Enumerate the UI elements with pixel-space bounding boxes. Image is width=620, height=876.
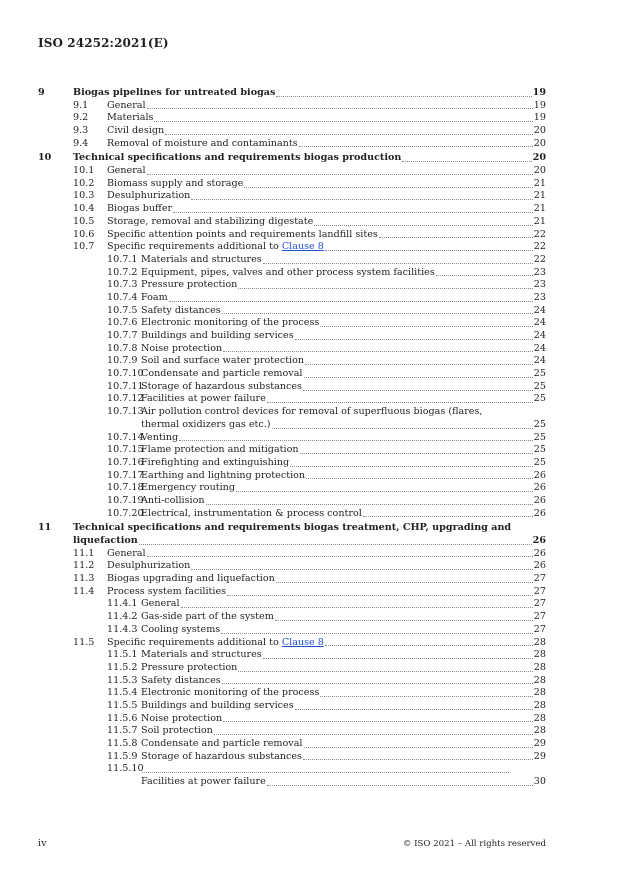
section-number: 10.7.19 bbox=[107, 494, 144, 506]
toc-entry[interactable] bbox=[38, 203, 546, 216]
section-number: 10.7.9 bbox=[107, 355, 138, 367]
toc-entry[interactable] bbox=[38, 191, 546, 204]
page-number-ref[interactable]: 27 bbox=[533, 611, 546, 623]
page-number-ref[interactable]: 28 bbox=[533, 712, 546, 724]
section-title[interactable]: Removal of moisture and contaminants bbox=[107, 137, 298, 149]
section-title[interactable]: Cooling systems bbox=[141, 623, 221, 635]
section-number: 11.5.3 bbox=[107, 674, 138, 686]
section-title[interactable]: Process system facilities bbox=[107, 585, 227, 597]
section-title[interactable]: Storage, removal and stabilizing digestate bbox=[107, 215, 314, 227]
toc-entry[interactable] bbox=[38, 624, 546, 637]
toc-entry[interactable] bbox=[38, 394, 546, 407]
copyright-notice: © ISO 2021 – All rights reserved bbox=[402, 839, 546, 849]
page-number-ref[interactable]: 20 bbox=[533, 137, 546, 149]
section-number: 10.7.11 bbox=[107, 380, 144, 392]
toc-entry[interactable] bbox=[38, 457, 546, 470]
page-number-ref[interactable]: 20 bbox=[532, 152, 546, 164]
page-number-ref[interactable]: 26 bbox=[533, 560, 546, 572]
section-title[interactable]: Electronic monitoring of the process bbox=[141, 687, 320, 699]
section-number: 11.5.1 bbox=[107, 649, 138, 661]
page-number-ref[interactable]: 24 bbox=[533, 342, 546, 354]
page-number-ref[interactable]: 22 bbox=[533, 228, 546, 240]
section-number: 10.7.7 bbox=[107, 330, 138, 342]
section-title[interactable]: Materials and structures bbox=[141, 649, 262, 661]
section-title[interactable]: Electrical, instrumentation & process control bbox=[141, 507, 362, 519]
toc-entry[interactable] bbox=[38, 687, 546, 700]
dot-leader bbox=[142, 772, 509, 773]
section-title[interactable]: General bbox=[107, 165, 146, 177]
section-title[interactable]: Venting bbox=[141, 431, 179, 443]
toc-entry[interactable] bbox=[38, 470, 546, 483]
section-title[interactable]: Noise protection bbox=[141, 342, 223, 354]
toc-entry[interactable] bbox=[38, 548, 546, 561]
section-number: 11.4 bbox=[73, 585, 95, 597]
section-number: 11.5.4 bbox=[107, 687, 138, 699]
toc-entry[interactable] bbox=[38, 751, 546, 764]
page-number-ref[interactable]: 19 bbox=[533, 99, 546, 111]
section-title[interactable]: Desulphurization bbox=[107, 190, 191, 202]
section-number: 10.7.13 bbox=[107, 406, 144, 418]
dot-leader bbox=[223, 351, 533, 352]
section-number: 11.5.7 bbox=[107, 725, 138, 737]
section-title[interactable]: Safety distances bbox=[141, 674, 221, 686]
toc-entry[interactable] bbox=[38, 725, 546, 738]
toc-entry[interactable] bbox=[38, 330, 546, 343]
section-title[interactable]: Noise protection bbox=[141, 712, 223, 724]
page-number-ref[interactable]: 19 bbox=[533, 112, 546, 124]
dot-leader bbox=[295, 709, 533, 710]
section-number: 9 bbox=[38, 86, 45, 98]
page-number-ref[interactable]: 19 bbox=[532, 86, 546, 98]
dot-leader bbox=[290, 466, 533, 467]
toc-entry[interactable] bbox=[38, 165, 546, 178]
section-title-continued[interactable]: thermal oxidizers gas etc.) bbox=[141, 418, 271, 430]
section-number: 10.3 bbox=[73, 190, 95, 202]
section-title[interactable]: Materials and structures bbox=[141, 253, 262, 265]
page-number-ref[interactable]: 22 bbox=[533, 241, 546, 253]
toc-entry[interactable] bbox=[38, 432, 546, 445]
toc-entry[interactable] bbox=[38, 317, 546, 330]
dot-leader bbox=[147, 174, 533, 175]
section-title[interactable]: Pressure protection bbox=[141, 661, 238, 673]
section-number: 11.5.10 bbox=[107, 763, 144, 775]
toc-entry[interactable] bbox=[38, 522, 546, 535]
dot-leader bbox=[263, 263, 533, 264]
page-number-ref[interactable]: 27 bbox=[533, 598, 546, 610]
section-number: 11.5 bbox=[73, 636, 95, 648]
section-title[interactable]: Equipment, pipes, valves and other process system facilities bbox=[141, 266, 435, 278]
section-title-continued[interactable]: Facilities at power failure bbox=[141, 776, 266, 788]
section-title[interactable]: Technical specifications and requirements biogas production bbox=[73, 152, 402, 164]
dot-leader bbox=[191, 199, 532, 200]
dot-leader bbox=[181, 607, 533, 608]
section-title[interactable]: Anti-collision bbox=[141, 494, 205, 506]
toc-entry[interactable] bbox=[38, 355, 546, 368]
toc-entry[interactable] bbox=[38, 560, 546, 573]
toc-entry[interactable] bbox=[38, 241, 546, 254]
toc-entry-continuation[interactable] bbox=[38, 419, 546, 432]
section-title[interactable]: Emergency routing bbox=[141, 482, 235, 494]
page-number-ref[interactable]: 27 bbox=[533, 585, 546, 597]
page-number-ref[interactable]: 20 bbox=[533, 165, 546, 177]
page-number-ref[interactable]: 21 bbox=[533, 203, 546, 215]
dot-leader bbox=[206, 504, 533, 505]
section-number: 9.4 bbox=[73, 137, 89, 149]
section-title[interactable]: Storage of hazardous substances bbox=[141, 380, 302, 392]
page-number-ref[interactable]: 22 bbox=[533, 253, 546, 265]
toc-entry[interactable] bbox=[38, 125, 546, 138]
section-number: 11.5.8 bbox=[107, 738, 138, 750]
section-title[interactable]: Biogas upgrading and liquefaction bbox=[107, 573, 275, 585]
dot-leader bbox=[325, 645, 533, 646]
section-title[interactable]: Condensate and particle removal bbox=[141, 368, 303, 380]
section-title[interactable]: Facilities at power failure bbox=[141, 393, 266, 405]
toc-entry[interactable] bbox=[38, 763, 546, 776]
section-title[interactable]: Soil protection bbox=[141, 725, 213, 737]
section-title[interactable]: Firefighting and extinguishing bbox=[141, 456, 290, 468]
toc-entry[interactable] bbox=[38, 637, 546, 650]
section-title[interactable]: Specific requirements additional to Clause 8 bbox=[107, 636, 324, 648]
page-number-ref[interactable]: 23 bbox=[533, 266, 546, 278]
section-title[interactable]: Flame protection and mitigation bbox=[141, 444, 299, 456]
page-number-ref[interactable]: 28 bbox=[533, 636, 546, 648]
section-title[interactable]: Air pollution control devices for removal of superfluous biogas (flares, bbox=[141, 406, 483, 418]
dot-leader bbox=[305, 364, 533, 365]
page-number-ref[interactable]: 25 bbox=[533, 418, 546, 430]
dot-leader bbox=[147, 556, 533, 557]
toc-entry[interactable] bbox=[38, 381, 546, 394]
section-title[interactable]: Specific attention points and requirements landfill sites bbox=[107, 228, 378, 240]
page-number-ref[interactable]: 25 bbox=[533, 444, 546, 456]
dot-leader bbox=[276, 582, 533, 583]
page-number-ref[interactable]: 21 bbox=[533, 215, 546, 227]
section-number: 10.7 bbox=[73, 241, 95, 253]
section-number: 10.2 bbox=[73, 177, 95, 189]
section-title[interactable]: Materials bbox=[107, 112, 154, 124]
dot-leader bbox=[238, 288, 532, 289]
section-number: 10.7.17 bbox=[107, 469, 144, 481]
page-number-ref[interactable]: 20 bbox=[533, 125, 546, 137]
dot-leader bbox=[169, 301, 533, 302]
page-number-ref[interactable]: 25 bbox=[533, 431, 546, 443]
dot-leader bbox=[303, 390, 533, 391]
toc-entry[interactable] bbox=[38, 495, 546, 508]
toc-entry[interactable] bbox=[38, 216, 546, 229]
section-title[interactable]: Biogas buffer bbox=[107, 203, 173, 215]
section-number: 10.7.5 bbox=[107, 304, 138, 316]
section-number: 11.4.1 bbox=[107, 598, 138, 610]
section-number: 10.4 bbox=[73, 203, 95, 215]
section-title[interactable]: Specific requirements additional to Clause 8 bbox=[107, 241, 324, 253]
page-number-ref[interactable]: 21 bbox=[533, 177, 546, 189]
section-number: 11 bbox=[38, 522, 52, 534]
section-title-continued[interactable]: liquefaction bbox=[73, 535, 138, 547]
section-title[interactable]: Civil design bbox=[107, 125, 165, 137]
document-identifier: ISO 24252:2021(E) bbox=[38, 36, 169, 50]
dot-leader bbox=[173, 212, 533, 213]
section-number: 11.1 bbox=[73, 547, 95, 559]
page-number-ref[interactable]: 27 bbox=[533, 623, 546, 635]
section-number: 10.5 bbox=[73, 215, 95, 227]
page-number-ref[interactable]: 24 bbox=[533, 304, 546, 316]
page-number-ref[interactable]: 28 bbox=[533, 699, 546, 711]
dot-leader bbox=[147, 108, 533, 109]
toc-entry[interactable] bbox=[38, 152, 546, 165]
section-title[interactable]: Gas-side part of the system bbox=[141, 611, 274, 623]
section-number: 9.3 bbox=[73, 125, 89, 137]
toc-entry[interactable] bbox=[38, 713, 546, 726]
dot-leader bbox=[139, 544, 532, 545]
section-number: 10.7.14 bbox=[107, 431, 144, 443]
section-title[interactable]: Storage of hazardous substances bbox=[141, 750, 302, 762]
toc-entry[interactable] bbox=[38, 586, 546, 599]
dot-leader bbox=[363, 516, 533, 517]
section-number: 10 bbox=[38, 152, 52, 164]
toc-entry[interactable] bbox=[38, 444, 546, 457]
page-number-ref[interactable]: 25 bbox=[533, 380, 546, 392]
toc-entry[interactable] bbox=[38, 112, 546, 125]
section-number: 11.4.3 bbox=[107, 623, 138, 635]
section-number: 11.5.2 bbox=[107, 661, 138, 673]
section-number: 10.7.20 bbox=[107, 507, 144, 519]
toc-entry-continuation[interactable] bbox=[38, 776, 546, 789]
page-number-ref[interactable]: 25 bbox=[533, 368, 546, 380]
section-number: 11.5.6 bbox=[107, 712, 138, 724]
dot-leader bbox=[236, 491, 533, 492]
dot-leader bbox=[402, 161, 531, 162]
section-title[interactable]: Biogas pipelines for untreated biogas bbox=[73, 86, 276, 98]
section-number: 10.1 bbox=[73, 165, 95, 177]
page-number-ref[interactable]: 28 bbox=[533, 661, 546, 673]
dot-leader bbox=[320, 696, 532, 697]
section-title[interactable]: Buildings and building services bbox=[141, 699, 294, 711]
toc-entry[interactable] bbox=[38, 573, 546, 586]
dot-leader bbox=[314, 225, 532, 226]
toc-entry[interactable] bbox=[38, 305, 546, 318]
section-title[interactable]: Buildings and building services bbox=[141, 330, 294, 342]
toc-entry[interactable] bbox=[38, 508, 546, 521]
clause-link[interactable]: Clause 8 bbox=[281, 636, 324, 648]
dot-leader bbox=[306, 478, 533, 479]
page-number-ref[interactable]: 30 bbox=[533, 776, 546, 788]
section-title[interactable]: Earthing and lightning protection bbox=[141, 469, 306, 481]
dot-leader bbox=[222, 313, 533, 314]
dot-leader bbox=[214, 734, 533, 735]
toc-entry[interactable] bbox=[38, 254, 546, 267]
toc-entry[interactable] bbox=[38, 229, 546, 242]
section-title[interactable]: Pressure protection bbox=[141, 279, 238, 291]
dot-leader bbox=[223, 721, 533, 722]
toc-entry[interactable] bbox=[38, 368, 546, 381]
section-number: 11.5.5 bbox=[107, 699, 138, 711]
dot-leader bbox=[267, 402, 533, 403]
toc-entry[interactable] bbox=[38, 343, 546, 356]
dot-leader bbox=[238, 671, 532, 672]
section-title[interactable]: General bbox=[107, 547, 146, 559]
dot-leader bbox=[244, 187, 532, 188]
clause-link[interactable]: Clause 8 bbox=[281, 241, 324, 253]
dot-leader bbox=[221, 633, 533, 634]
dot-leader bbox=[325, 250, 533, 251]
section-number: 10.7.6 bbox=[107, 317, 138, 329]
page-number-ref[interactable]: 26 bbox=[533, 469, 546, 481]
section-number: 11.4.2 bbox=[107, 611, 138, 623]
section-number: 11.2 bbox=[73, 560, 95, 572]
dot-leader bbox=[179, 440, 533, 441]
section-number: 10.7.2 bbox=[107, 266, 138, 278]
page-number-ref[interactable]: 24 bbox=[533, 317, 546, 329]
page-number-ref[interactable]: 25 bbox=[533, 393, 546, 405]
section-number: 10.7.15 bbox=[107, 444, 144, 456]
page-number-ref[interactable]: 28 bbox=[533, 725, 546, 737]
toc-entry[interactable] bbox=[38, 267, 546, 280]
section-title[interactable]: Soil and surface water protection bbox=[141, 355, 305, 367]
page-number-ref[interactable]: 27 bbox=[533, 573, 546, 585]
section-number: 10.7.8 bbox=[107, 342, 138, 354]
dot-leader bbox=[300, 453, 533, 454]
section-title[interactable]: Desulphurization bbox=[107, 560, 191, 572]
section-title[interactable]: Technical specifications and requirements biogas treatment, CHP, upgrading and bbox=[73, 522, 512, 534]
page-number-ref[interactable]: 26 bbox=[533, 494, 546, 506]
section-number: 10.7.3 bbox=[107, 279, 138, 291]
dot-leader bbox=[275, 620, 533, 621]
page-number-ref[interactable]: 23 bbox=[533, 291, 546, 303]
section-title[interactable]: Electronic monitoring of the process bbox=[141, 317, 320, 329]
section-number: 10.6 bbox=[73, 228, 95, 240]
dot-leader bbox=[222, 683, 533, 684]
section-title[interactable]: General bbox=[107, 99, 146, 111]
dot-leader bbox=[154, 121, 532, 122]
toc-entry[interactable] bbox=[38, 100, 546, 113]
dot-leader bbox=[263, 658, 533, 659]
dot-leader bbox=[436, 275, 533, 276]
toc-entry[interactable] bbox=[38, 178, 546, 191]
section-title[interactable]: Foam bbox=[141, 291, 168, 303]
dot-leader bbox=[303, 759, 533, 760]
toc-entry[interactable] bbox=[38, 700, 546, 713]
page-number: iv bbox=[38, 838, 47, 849]
section-number: 10.7.16 bbox=[107, 456, 144, 468]
section-number: 10.7.4 bbox=[107, 291, 138, 303]
dot-leader bbox=[304, 747, 533, 748]
section-number: 11.3 bbox=[73, 573, 95, 585]
page-number-ref[interactable]: 26 bbox=[533, 507, 546, 519]
page-number-ref[interactable]: 23 bbox=[533, 279, 546, 291]
page-number-ref[interactable]: 26 bbox=[533, 482, 546, 494]
page-number-ref[interactable]: 24 bbox=[533, 330, 546, 342]
section-title[interactable]: Safety distances bbox=[141, 304, 221, 316]
section-number: 9.2 bbox=[73, 112, 89, 124]
toc-entry[interactable] bbox=[38, 482, 546, 495]
section-number: 10.7.1 bbox=[107, 253, 138, 265]
dot-leader bbox=[267, 785, 533, 786]
toc-entry-continuation[interactable] bbox=[38, 535, 546, 548]
dot-leader bbox=[276, 96, 531, 97]
page-number-ref[interactable]: 29 bbox=[533, 750, 546, 762]
toc-entry[interactable] bbox=[38, 279, 546, 292]
dot-leader bbox=[295, 339, 533, 340]
toc-entry[interactable] bbox=[38, 738, 546, 751]
dot-leader bbox=[191, 569, 532, 570]
toc-entry[interactable] bbox=[38, 406, 546, 419]
dot-leader bbox=[379, 237, 533, 238]
dot-leader bbox=[272, 428, 533, 429]
section-number: 9.1 bbox=[73, 99, 89, 111]
dot-leader bbox=[165, 134, 533, 135]
page-number-ref[interactable]: 26 bbox=[532, 535, 546, 547]
page-number-ref[interactable]: 25 bbox=[533, 456, 546, 468]
toc-entry[interactable] bbox=[38, 662, 546, 675]
toc-entry[interactable] bbox=[38, 675, 546, 688]
page-number-ref[interactable]: 28 bbox=[533, 687, 546, 699]
page-number-ref[interactable]: 24 bbox=[533, 355, 546, 367]
toc-entry[interactable] bbox=[38, 649, 546, 662]
table-of-contents bbox=[38, 87, 546, 789]
section-title[interactable]: General bbox=[141, 598, 180, 610]
dot-leader bbox=[227, 595, 533, 596]
section-number: 10.7.18 bbox=[107, 482, 144, 494]
section-number: 10.7.12 bbox=[107, 393, 144, 405]
page-number-ref[interactable]: 28 bbox=[533, 649, 546, 661]
section-title[interactable]: Condensate and particle removal bbox=[141, 738, 303, 750]
page-number-ref[interactable]: 21 bbox=[533, 190, 546, 202]
toc-entry[interactable] bbox=[38, 292, 546, 305]
toc-entry[interactable] bbox=[38, 611, 546, 624]
page-number-ref[interactable]: 28 bbox=[533, 674, 546, 686]
page-number-ref[interactable]: 26 bbox=[533, 547, 546, 559]
page-number-ref[interactable]: 29 bbox=[533, 738, 546, 750]
section-title[interactable]: Biomass supply and storage bbox=[107, 177, 244, 189]
dot-leader bbox=[299, 146, 533, 147]
toc-entry[interactable] bbox=[38, 138, 546, 151]
dot-leader bbox=[304, 377, 533, 378]
toc-entry[interactable] bbox=[38, 87, 546, 100]
dot-leader bbox=[320, 326, 532, 327]
toc-entry[interactable] bbox=[38, 599, 546, 612]
section-number: 10.7.10 bbox=[107, 368, 144, 380]
section-number: 11.5.9 bbox=[107, 750, 138, 762]
